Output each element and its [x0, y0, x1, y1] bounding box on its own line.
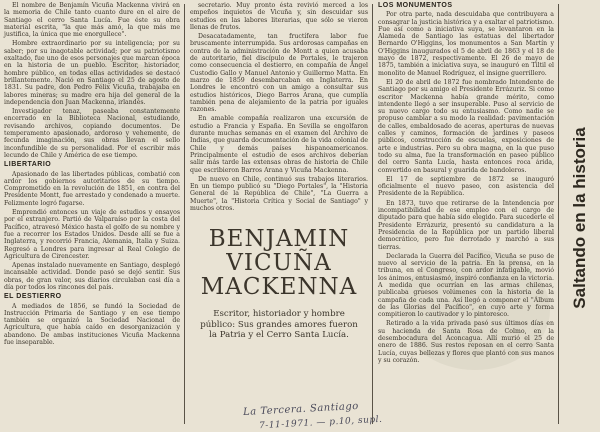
headline-line-3: MACKENNA: [200, 274, 358, 300]
paragraph: Desacatadamente, tan fructífera labor fue bruscamente interrumpida. Sus ardorosas campañas en contra de la administración de Montt a quien acusaba de autoritario, fiel discípulo de Portales, le trajeron como consecuencia el destierro, en compañía de Ángel Custodio Gallo y Manuel Antonio y Guillermo Matta. En marzo de 1859 desembarcaban en Inglaterra. En Londres le encontró con un amigo a consultar sus estudios históricos, Diego Barros Arana, que cumplía también pena de alejamiento de la patria por iguales razones.: [190, 33, 368, 114]
paragraph: El nombre de Benjamín Vicuña Mackenna vivirá en la memoria de Chile tanto cuanto dure en el aire de Santiago el cerro Santa Lucía. Fue éste su obra material escrita, "la que más amó, la que más me justifica, la única que me enorgullece".: [4, 2, 180, 39]
side-banner: [562, 8, 598, 426]
section-heading-destierro: EL DESTIERRO: [4, 293, 62, 301]
section-heading-monumentos: LOS MONUMENTOS: [378, 2, 453, 9]
side-banner-text: Saltando en la historia: [570, 127, 589, 309]
paragraph: El 20 de abril de 1872 fue nombrado Intendente de Santiago por su amigo el Presidente Errázuriz. Si como escritor Mackenna había grande mérito, como intendente llegó a ser insuperable. Puso al servicio de su nuevo cargo todo su entusiasmo. Como nadie se propuso cambiar a su modo la realidad: pavimentación de calles, embaldosado de aceras, aperturas de nuevas calles y caminos, formación de jardines y paseos públicos, construcción de escuelas, exposiciones de arte e industrias. Pero su obra magna, en la que puso todo su alma, fue la transformación en paseo público del cerro Santa Lucía, hasta entonces roca árida, convertido en basural y guarida de bandoleros.: [378, 78, 554, 174]
handwritten-date-note: 7-11-1971. — p.10, supl.: [258, 414, 383, 432]
paragraph: El 17 de septiembre de 1872 se inauguró oficialmente el nuevo paseo, con asistencia del Presidente de la República.: [378, 175, 554, 198]
headline-line-2: VICUÑA: [226, 250, 332, 276]
article-column-1: [4, 2, 180, 427]
article-column-3: [378, 2, 554, 422]
headline-block: [190, 205, 368, 385]
handwritten-source-note: La Tercera. Santiago: [242, 400, 360, 419]
column-divider: [184, 4, 185, 424]
paragraph: Apasionado de las libertades públicas, combatió con ardor los gobiernos autoritarios de su tiempo. Comprometido en la revolución de 1851, en contra del Presidente Montt, fue arrestado y condenado a muerte. Felizmente logró fugarse.: [4, 170, 180, 207]
paragraph: De nuevo en Chile, continuó sus trabajos literarios. En un tiempo publicó su "Diego Portales", la "Historia General de la República de Chile", "La Guerra a Muerte", la "Historia Crítica y Social de Santiago" y muchos otros.: [190, 175, 368, 213]
column-divider: [558, 4, 559, 424]
paragraph: En amable compañía realizaron una excursión de estudio a Francia y España. En Sevilla se engolfaron durante muchas semanas en el examen del Archivo de Indias, que guarda documentación de la vida colonial de Chile y demás países hispanoamericanos. Principalmente el estudio de esos archivos deberían salir más tarde las extensas obras de historia de Chile que escribieron Barros Arana y Vicuña Mackenna.: [190, 115, 368, 174]
paragraph: Apenas instalado nuevamente en Santiago, desplegó incansable actividad. Donde pasó se dejó sentir. Sus obras, de gran valor, sus diarios circulaban casi día a día por todos los rincones del país.: [4, 262, 180, 291]
paragraph: Declarada la Guerra del Pacífico, Vicuña se puso de nuevo al servicio de la patria. En la prensa, en la tribuna, en el Congreso, con ardor infatigable, movió los ánimos, entusiasmó, inspiró confianza en la victoria. A medida que ocurrían en las armas chilenas, publicaba gruesos volúmenes con la historia de la campaña de cada una. Así llegó a componer el "Álbum de las Glorias del Pacífico", en cuyo arte y forma compitieron lo cautivador y lo pintoresco.: [378, 252, 554, 319]
paragraph: En 1873, tuvo que retirarse de la Intendencia por incompatibilidad de ese empleo con el cargo de diputado para que había sido elegido. Para sucederle el Presidente Errázuriz, presentó su candidatura a la Presidencia de la República por un partido liberal democrático, pero fue derrotado y marchó a sus tierras.: [378, 199, 554, 251]
section-heading-libertario: LIBERTARIO: [4, 161, 52, 169]
paragraph: Emprendió entonces un viaje de estudios y ensayos por el extranjero. Partió de Valparaíso por la costa del Pacífico, atravesó México hasta el golfo de su nombre y fue a recorrer los Estados Unidos. Desde allí se fue a Inglaterra, y recorrió Francia, Alemania, Italia y Suiza. Regresó a Londres para ingresar al Real Colegio de Agricultura de Cirencester.: [4, 209, 180, 260]
paragraph: Hombre extraordinario por su inteligencia; por su saber; por su inagotable actividad; por su patriotismo exaltado, fue uno de esos personajes que marcan época en la historia de un pueblo. Escritor, historiador, hombre público, en todas ellas actividades se destacó brillantemente. Nació en Santiago el 25 de agosto de 1831. Su padre, don Pedro Félix Vicuña, trabajaba en labores mineras; su madre era hija del general de la independencia don Juan Mackenna, irlandés.: [4, 40, 180, 106]
paragraph: Investigador tenaz, paseaba constantemente encerrado en la Biblioteca Nacional, estudiando, revisando archivos, copiando documentos. De temperamento apasionado, ardoroso y vehemente, de fecunda imaginación, sus obras llevan el sello inconfundible de su personalidad. Por el escribir más lecundo de Chile y América de ese tiempo.: [4, 108, 180, 159]
headline-subtitle: Escritor, historiador y hombre público: Sus grandes amores fueron la Patria y el Cerro Santa Lucía.: [200, 309, 358, 340]
paragraph: Por otra parte, nada descuidaba que contribuyera a consagrar la justicia histórica y a exaltar el patriotismo. Fue así como a iniciativa suya, se levantaron en la Alameda de Santiago las estatuas del libertador Bernardo O'Higgins, los monumentos a San Martín y O'Higgins inaugurados el 5 de abril de 1863 y el 18 de mayo de 1872, respectivamente. El 26 de mayo de 1875, también a iniciativa suya, se inauguró en Tiltil el monolito de Manuel Rodríguez, el insigne guerrillero.: [378, 11, 554, 77]
paragraph: secretario. Muy pronto ésta revivió merced a los empeños inquietos de Vicuña y, sin descuidar sus estudios en las labores literarias, que sólo se vieron llenas de frutos.: [190, 2, 368, 31]
headline-line-1: BENJAMIN: [208, 226, 350, 252]
paragraph: Retirado a la vida privada pasó sus últimos días en su hacienda de Santa Rosa de Colmo, en la desembocadura del Aconcagua. Allí murió el 25 de enero de 1886. Sus restos reposan en el cerro Santa Lucía, cuyas bellezas y flores que plantó con sus manos y su corazón.: [378, 320, 554, 364]
paragraph: A mediados de 1856, se fundó la Sociedad de Instrucción Primaria de Santiago y en ese tiempo también se organizó la Sociedad Nacional de Agricultura, que había caído en desorganización y abandono. De ambas instituciones Vicuña Mackenna fue inseparable.: [4, 302, 180, 347]
article-column-2: [190, 2, 368, 213]
column-divider: [372, 4, 373, 424]
